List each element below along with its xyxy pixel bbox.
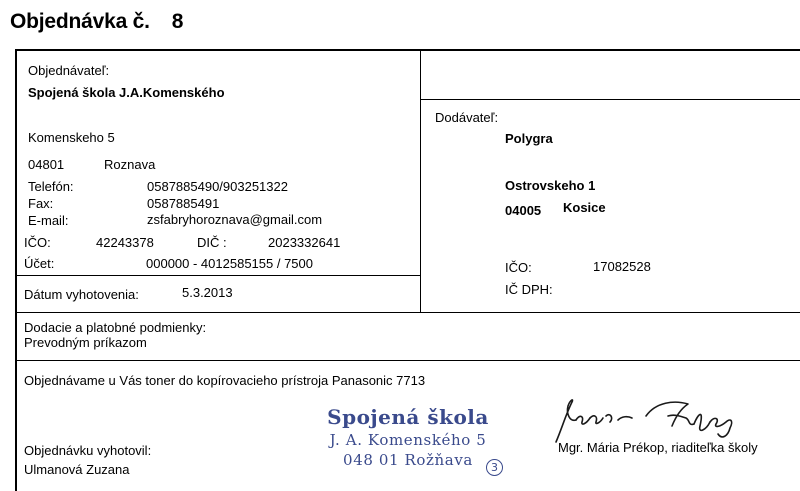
terms-value: Prevodným príkazom bbox=[24, 335, 147, 350]
supplier-icdph-label: IČ DPH: bbox=[505, 282, 553, 297]
orderer-phone: 0587885490/903251322 bbox=[147, 179, 288, 194]
orderer-ico-label: IČO: bbox=[24, 235, 51, 250]
stamp-line-3: 048 01 Rožňava bbox=[343, 451, 473, 469]
supplier-ico: 17082528 bbox=[593, 259, 651, 274]
title-label: Objednávka č. bbox=[10, 10, 150, 33]
supplier-name: Polygra bbox=[505, 131, 553, 146]
terms-top-border bbox=[16, 312, 800, 313]
orderer-dic-label: DIČ : bbox=[197, 235, 227, 250]
order-text: Objednávame u Vás toner do kopírovacieho prístroja Panasonic 7713 bbox=[24, 373, 426, 388]
supplier-left-border bbox=[420, 99, 421, 312]
stamp-line-2: J. A. Komenského 5 bbox=[329, 431, 487, 449]
supplier-top-border bbox=[420, 99, 800, 100]
orderer-email: zsfabryhoroznava@gmail.com bbox=[147, 212, 323, 227]
signatory: Mgr. Mária Prékop, riaditeľka školy bbox=[558, 440, 758, 455]
orderer-account-label: Účet: bbox=[24, 256, 55, 271]
date-label: Dátum vyhotovenia: bbox=[24, 287, 139, 302]
orderer-city: Roznava bbox=[104, 157, 156, 172]
order-text-top-border bbox=[16, 360, 800, 361]
orderer-phone-label: Telefón: bbox=[28, 179, 74, 194]
orderer-dic: 2023332641 bbox=[268, 235, 341, 250]
orderer-email-label: E-mail: bbox=[28, 213, 69, 228]
date-value: 5.3.2013 bbox=[182, 285, 233, 300]
stamp-line-1: Spojená škola bbox=[327, 405, 489, 429]
orderer-name: Spojená škola J.A.Komenského bbox=[28, 85, 225, 100]
supplier-ico-label: IČO: bbox=[505, 260, 532, 275]
date-top-border bbox=[16, 275, 420, 276]
supplier-street: Ostrovskeho 1 bbox=[505, 178, 596, 193]
orderer-fax: 0587885491 bbox=[147, 196, 220, 211]
orderer-ico: 42243378 bbox=[96, 235, 154, 250]
orderer-street: Komenskeho 5 bbox=[28, 130, 115, 145]
order-number: 8 bbox=[171, 10, 184, 33]
handwritten-signature bbox=[548, 394, 768, 446]
supplier-label: Dodávateľ: bbox=[435, 110, 499, 125]
supplier-zip: 04005 bbox=[505, 203, 542, 218]
orderer-fax-label: Fax: bbox=[28, 196, 54, 211]
orderer-account: 000000 - 4012585155 / 7500 bbox=[146, 256, 313, 271]
school-stamp bbox=[318, 405, 498, 469]
terms-label: Dodacie a platobné podmienky: bbox=[24, 320, 207, 335]
orderer-zip: 04801 bbox=[28, 157, 65, 172]
prepared-by-name: Ulmanová Zuzana bbox=[24, 462, 130, 477]
page-title bbox=[10, 10, 183, 34]
supplier-city: Kosice bbox=[563, 200, 606, 215]
stamp-number: 3 bbox=[486, 459, 503, 476]
prepared-by-label: Objednávku vyhotovil: bbox=[24, 443, 152, 458]
orderer-label: Objednávateľ: bbox=[28, 63, 110, 78]
